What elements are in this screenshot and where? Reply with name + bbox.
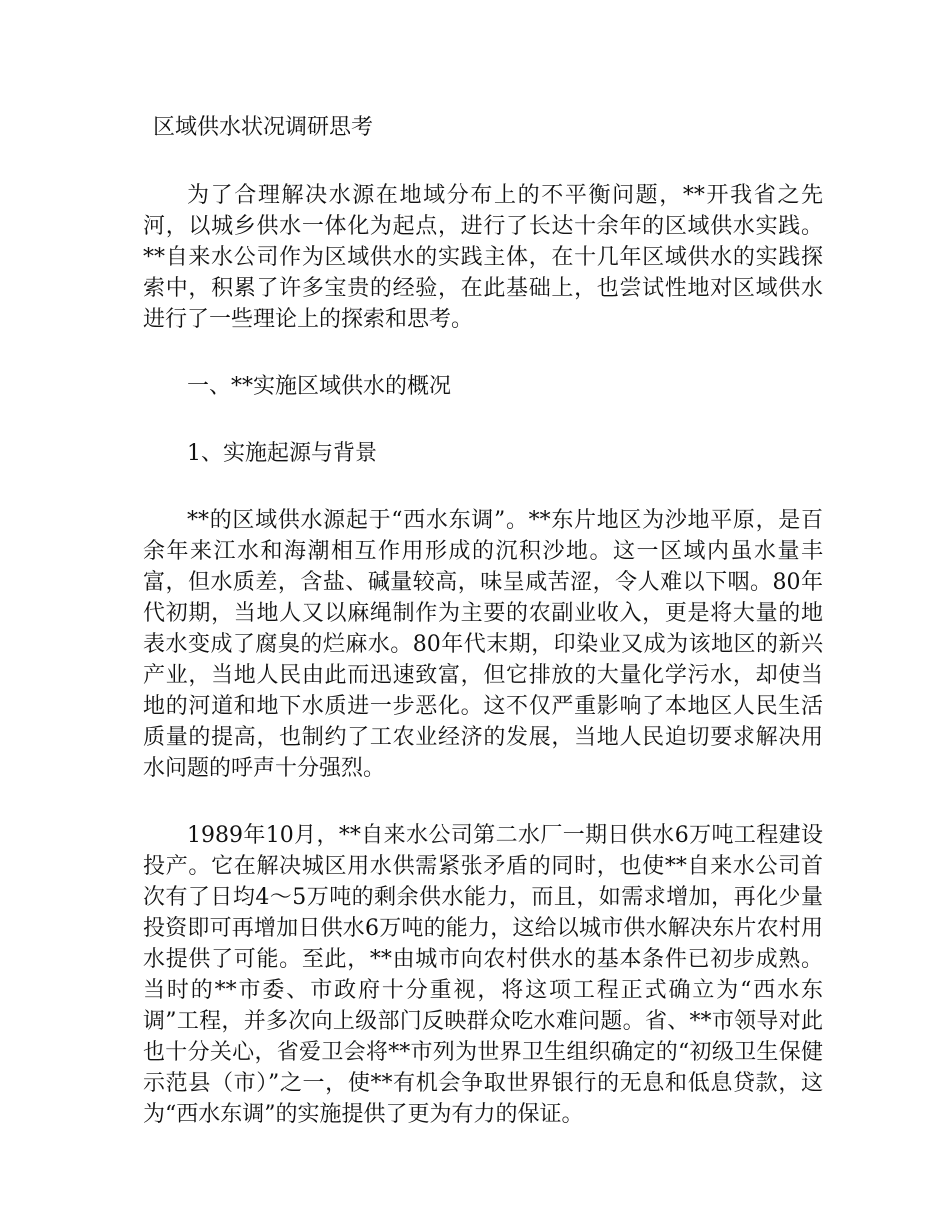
history-paragraph: 1989年10月，**自来水公司第二水厂一期日供水6万吨工程建设投产。它在解决城区用水供需紧张矛盾的同时，也使**自来水公司首次有了日均4～5万吨的剩余供水能力，而且，如需求增加，再化少量投资即可再增加日供水6万吨的能力，这给以城市供水解决东片农村用水提供了可能。至此，**由城市向农村供水的基本条件已初步成熟。当时的**市委、市政府十分重视，将这项工程正式确立为“西水东调”工程，并多次向上级部门反映群众吃水难问题。省、**市领导对此也十分关心，省爱卫会将**市列为世界卫生组织确定的“初级卫生保健示范县（市）”之一，使**有机会争取世界银行的无息和低息贷款，这为“西水东调”的实施提供了更为有力的保证。 (143, 823, 823, 1127)
section-heading-overview: 一、**实施区域供水的概况 (187, 374, 452, 399)
subsection-heading-origin: 1、实施起源与背景 (187, 441, 377, 466)
background-paragraph: **的区域供水源起于“西水东调”。**东片地区为沙地平原，是百余年来江水和海潮相互作用形成的沉积沙地。这一区域内虽水量丰富，但水质差，含盐、碱量较高，味呈咸苦涩，令人难以下咽。80年代初期，当地人又以麻绳制作为主要的农副业收入，更是将大量的地表水变成了腐臭的烂麻水。80年代末期，印染业又成为该地区的新兴产业，当地人民由此而迅速致富，但它排放的大量化学污水，却使当地的河道和地下水质进一步恶化。这不仅严重影响了本地区人民生活质量的提高，也制约了工农业经济的发展，当地人民迫切要求解决用水问题的呼声十分强烈。 (143, 508, 823, 781)
document-title: 区域供水状况调研思考 (153, 115, 374, 140)
intro-paragraph: 为了合理解决水源在地域分布上的不平衡问题，**开我省之先河，以城乡供水一体化为起点，进行了长达十余年的区域供水实践。**自来水公司作为区域供水的实践主体，在十几年区域供水的实践探索中，积累了许多宝贵的经验，在此基础上，也尝试性地对区域供水进行了一些理论上的探索和思考。 (143, 183, 823, 332)
document-page (143, 112, 823, 1166)
